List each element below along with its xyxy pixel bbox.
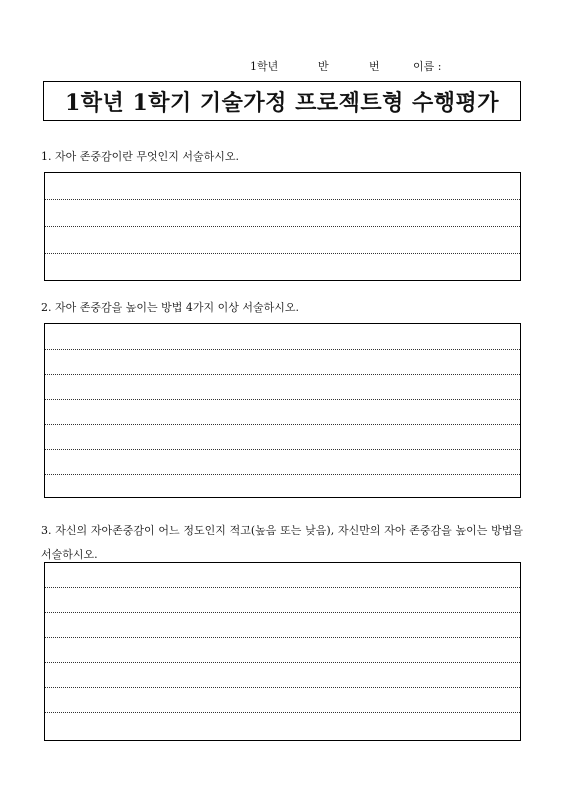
answer-line	[45, 449, 520, 450]
number-label: 번	[369, 60, 380, 73]
answer-line	[45, 687, 520, 688]
answer-box-1[interactable]	[44, 172, 521, 281]
answer-line	[45, 349, 520, 350]
question-3: 3. 자신의 자아존중감이 어느 정도인지 적고(높음 또는 낮음), 자신만의 자아 존중감을 높이는 방법을 서술하시오.	[41, 524, 523, 561]
answer-line	[45, 637, 520, 638]
answer-line	[45, 712, 520, 713]
answer-line	[45, 612, 520, 613]
answer-line	[45, 374, 520, 375]
question-1: 1. 자아 존중감이란 무엇인지 서술하시오.	[41, 150, 239, 163]
answer-line	[45, 199, 520, 200]
answer-line	[45, 253, 520, 254]
answer-line	[45, 226, 520, 227]
class-label: 반	[318, 60, 329, 73]
answer-line	[45, 424, 520, 425]
answer-line	[45, 587, 520, 588]
name-label: 이름 :	[413, 60, 442, 73]
answer-box-2[interactable]	[44, 323, 521, 498]
page-title: 1학년 1학기 기술가정 프로젝트형 수행평가	[43, 81, 521, 121]
answer-box-3[interactable]	[44, 562, 521, 741]
answer-line	[45, 399, 520, 400]
answer-line	[45, 662, 520, 663]
answer-line	[45, 474, 520, 475]
student-info-line	[0, 58, 567, 74]
question-2: 2. 자아 존중감을 높이는 방법 4가지 이상 서술하시오.	[41, 301, 299, 314]
grade-label: 1학년	[250, 60, 279, 73]
